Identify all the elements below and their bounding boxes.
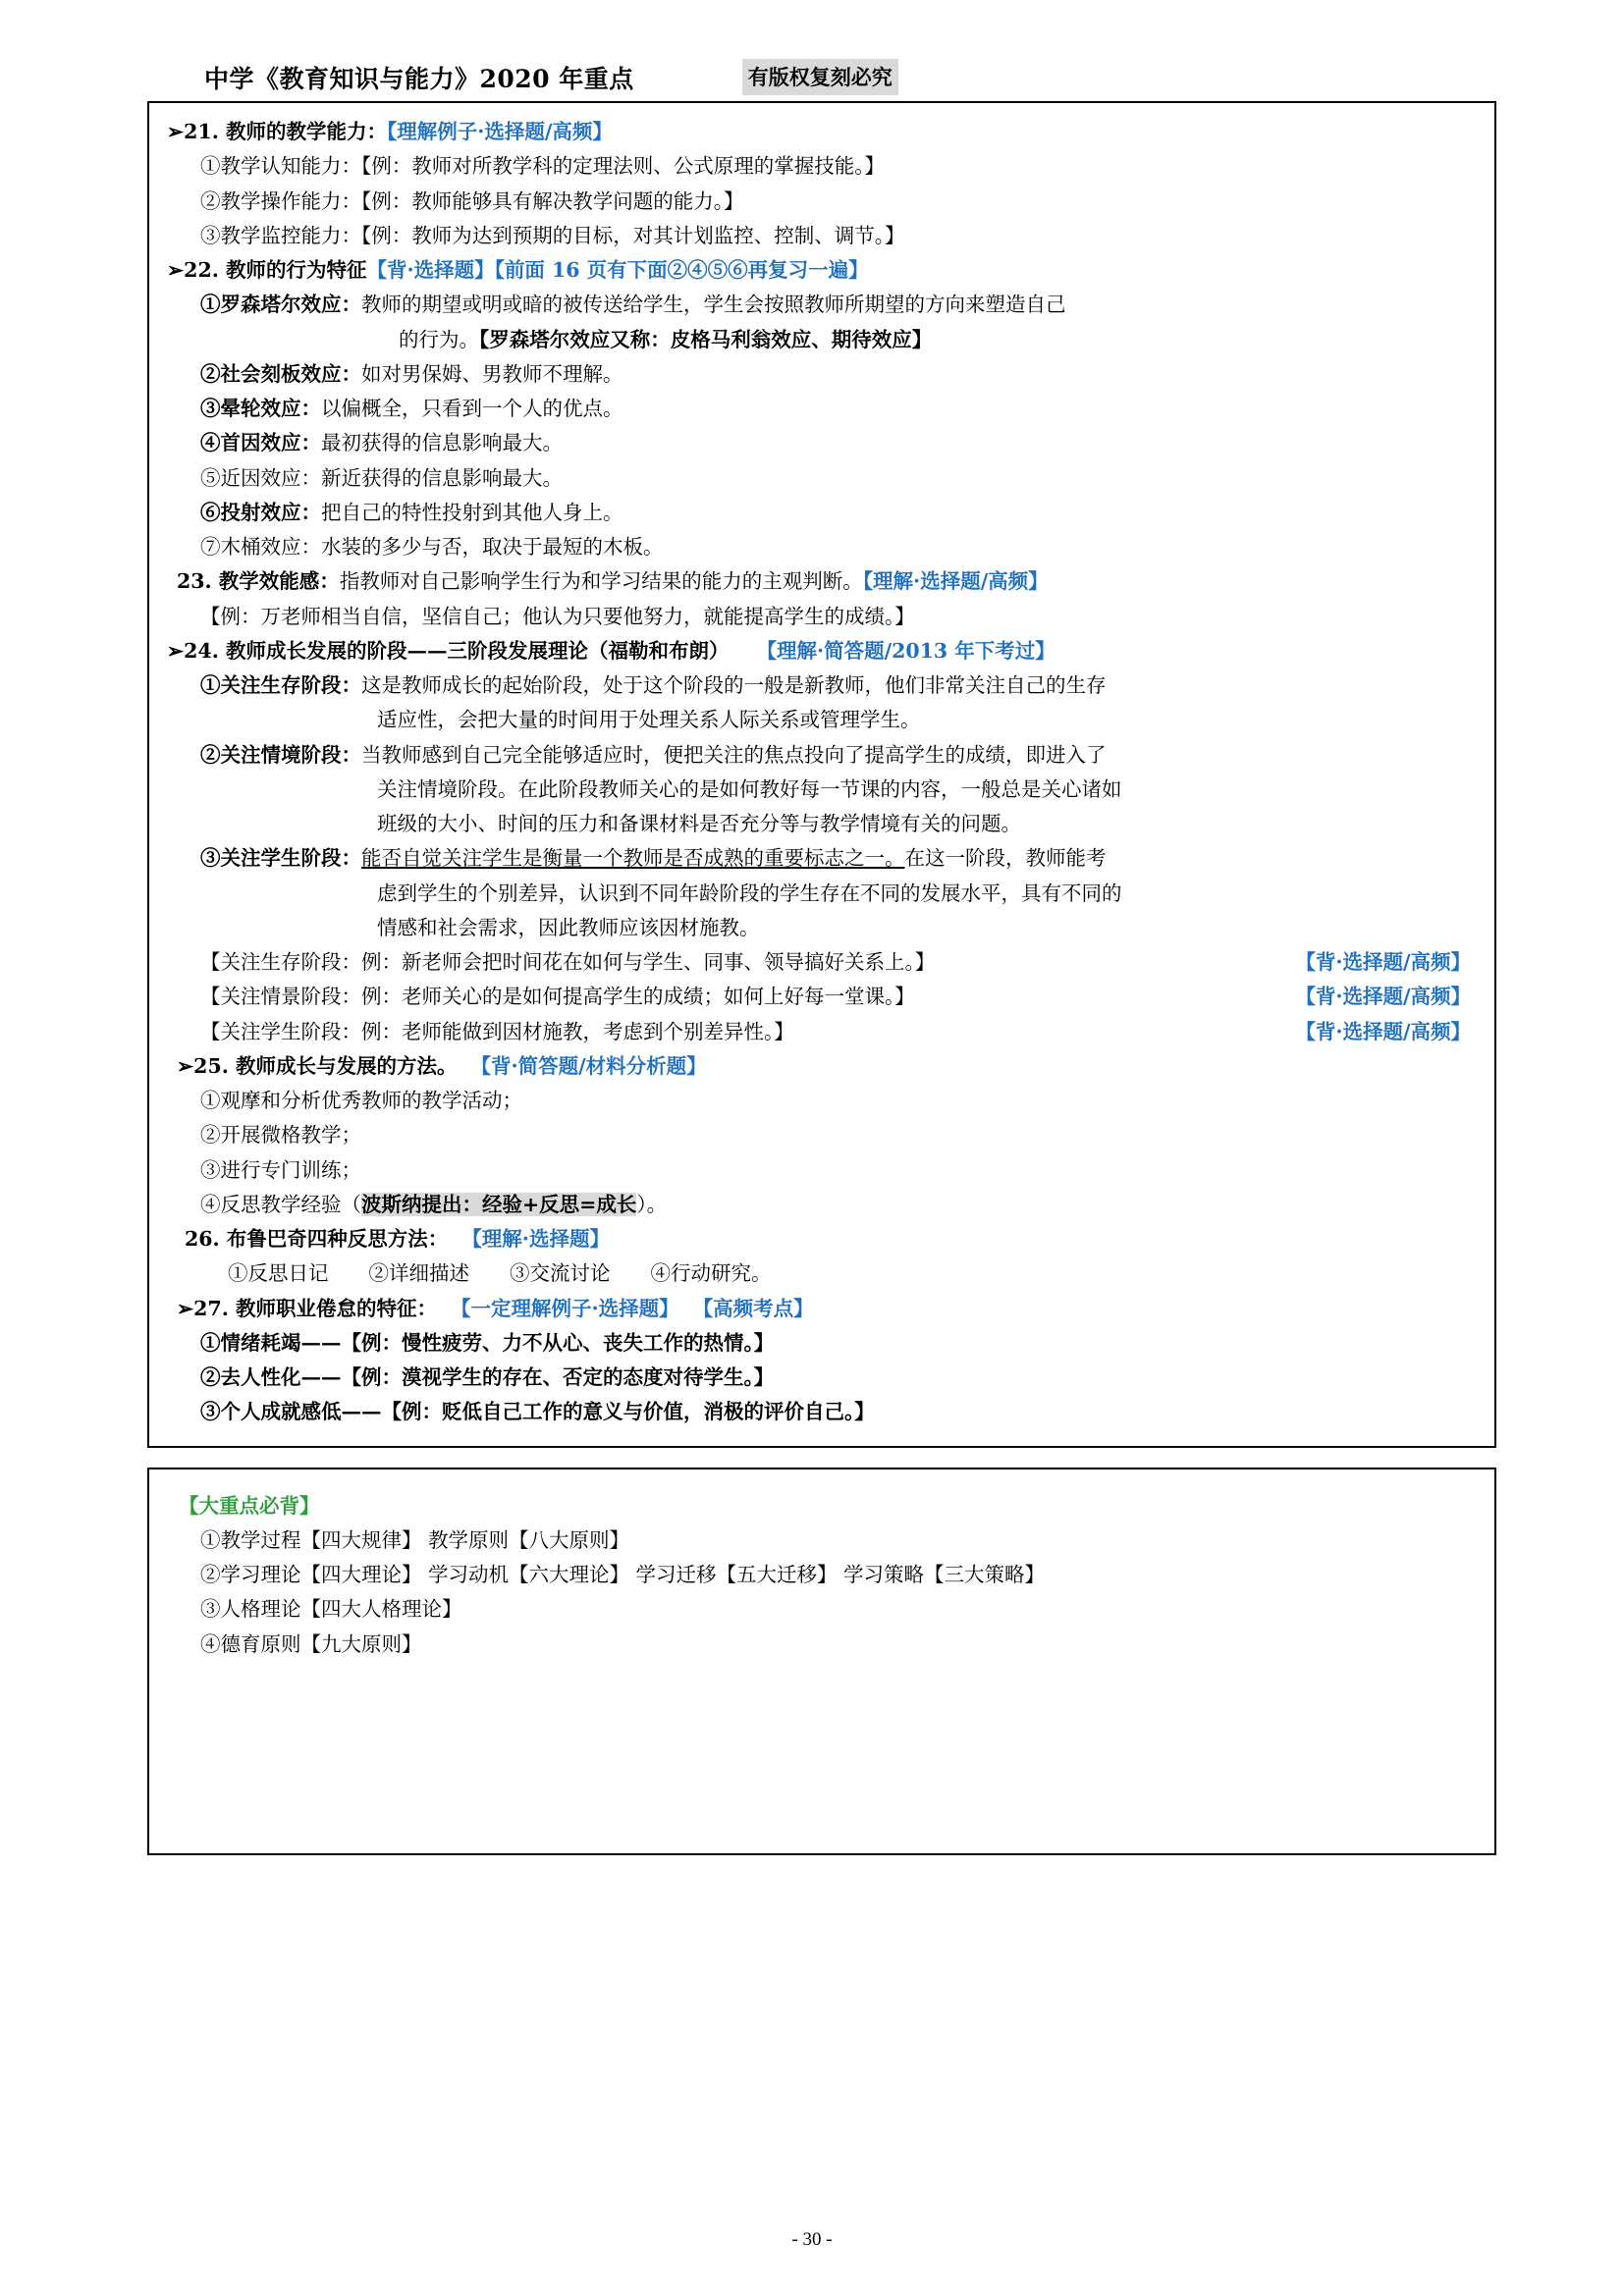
- section-26-tag: 【理解·选择题】: [461, 1227, 610, 1251]
- section-21-heading: [167, 115, 1477, 149]
- section-27-item-2-text: ②去人性化——【例：漠视学生的存在、否定的态度对待学生。】: [200, 1365, 775, 1389]
- section-21-item-2: ②教学操作能力：【例：教师能够具有解决教学问题的能力。】: [200, 188, 744, 213]
- section-22-item-4: [167, 426, 1477, 460]
- section-24-stage-1-line-1: 这是教师成长的起始阶段，处于这个阶段的一般是新教师，他们非常关注自己的生存: [361, 673, 1107, 697]
- section-22-item-3-text: 以偏概全，只看到一个人的优点。: [321, 397, 623, 420]
- section-21-item-3: ③教学监控能力：【例：教师为达到预期的目标，对其计划监控、控制、调节。】: [200, 223, 905, 247]
- section-24-example-3-text: 【关注学生阶段：例：老师能做到因材施教，考虑到个别差异性。】: [200, 1019, 794, 1043]
- section-22-item-1-text: 教师的期望或明或暗的被传送给学生，学生会按照教师所期望的方向来塑造自己: [361, 293, 1066, 317]
- section-21-item-1: ①教学认知能力：【例：教师对所教学科的定理法则、公式原理的掌握技能。】: [200, 154, 885, 179]
- section-22-tag-2: 【前面 16 页有下面②④⑤⑥再复习一遍】: [494, 258, 869, 282]
- section-22-item-7-text: 水装的多少与否，取决于最短的木板。: [321, 535, 664, 559]
- section-24-stage-2: [167, 738, 1477, 773]
- section-22-item-3: [167, 392, 1477, 426]
- section-27-item-1: [167, 1326, 1477, 1361]
- section-27-heading: [167, 1292, 1477, 1326]
- section-24-example-1: [167, 945, 1477, 980]
- section-24-stage-3-underline: 能否自觉关注学生是衡量一个教师是否成熟的重要标志之一。: [361, 846, 905, 871]
- page-header: [147, 59, 1496, 95]
- section-25-item-4: [167, 1188, 1477, 1222]
- section-26-title: 26. 布鲁巴奇四种反思方法：: [185, 1227, 449, 1251]
- section-27-item-1-text: ①情绪耗竭——【例：慢性疲劳、力不从心、丧失工作的热情。】: [200, 1330, 775, 1355]
- section-24-stage-1-label: ①关注生存阶段：: [200, 673, 361, 697]
- section-24-stage-3: [167, 841, 1477, 876]
- section-24-heading: [167, 634, 1477, 668]
- section-22-item-2-label: ②社会刻板效应：: [200, 361, 361, 386]
- copyright-notice: 有版权复刻必究: [742, 59, 898, 95]
- section-25-tag: 【背·简答题/材料分析题】: [470, 1053, 707, 1078]
- section-25-item-4-highlight: 波斯纳提出：经验+反思=成长: [361, 1192, 637, 1216]
- section-24-stage-3-line-3: 情感和社会需求，因此教师应该因材施教。: [377, 915, 760, 939]
- section-25-title: ➢25. 教师成长与发展的方法。: [177, 1053, 458, 1078]
- section-24-example-2: [167, 980, 1477, 1014]
- section-22-item-2-text: 如对男保姆、男教师不理解。: [361, 361, 623, 386]
- section-27-tag-1: 【一定理解例子·选择题】: [450, 1296, 679, 1320]
- section-22-item-7: [167, 530, 1477, 564]
- section-24-stage-2-line-3: 班级的大小、时间的压力和备课材料是否充分等与教学情境有关的问题。: [377, 812, 1021, 835]
- section-22-item-5-text: 新近获得的信息影响最大。: [321, 465, 563, 490]
- section-22-item-1-cont-text: 的行为。: [399, 327, 479, 351]
- section-24-example-3-tag: 【背·选择题/高频】: [1295, 1019, 1471, 1043]
- key-points-item-3: ③人格理论【四大人格理论】: [200, 1597, 462, 1622]
- section-23-text: 指教师对自己影响学生行为和学习结果的能力的主观判断。: [339, 569, 863, 594]
- section-24-example-2-tag: 【背·选择题/高频】: [1295, 985, 1471, 1009]
- section-24-stage-2-line-1: 当教师感到自己完全能够适应时，便把关注的焦点投向了提高学生的成绩，即进入了: [361, 742, 1107, 767]
- section-22-title: ➢22. 教师的行为特征: [167, 258, 367, 282]
- section-22-item-6-label: ⑥投射效应：: [200, 500, 321, 524]
- key-points-item-1: ①教学过程【四大规律】 教学原则【八大原则】: [200, 1527, 630, 1552]
- section-22-item-4-text: 最初获得的信息影响最大。: [321, 431, 563, 455]
- key-points-title: [167, 1489, 1477, 1523]
- header-title: 中学《教育知识与能力》2020 年重点: [204, 65, 634, 93]
- section-22-item-1-cont: [167, 323, 1477, 357]
- section-24-stage-1: [167, 668, 1477, 703]
- section-22-item-4-label: ④首因效应：: [200, 431, 321, 455]
- section-24-title: ➢24. 教师成长发展的阶段——三阶段发展理论（福勒和布朗）: [167, 638, 730, 663]
- page-footer: - 30 -: [791, 2229, 833, 2250]
- section-26-items: ①反思日记 ②详细描述 ③交流讨论 ④行动研究。: [228, 1261, 772, 1286]
- section-23-title: 23. 教学效能感：: [177, 569, 340, 594]
- key-points-title-text: 【大重点必背】: [179, 1493, 320, 1518]
- section-27-item-2: [167, 1361, 1477, 1395]
- section-23-tag: 【理解·选择题/高频】: [862, 569, 1049, 594]
- section-25-item-4-post: ）。: [636, 1192, 668, 1216]
- section-24-stage-3-label: ③关注学生阶段：: [200, 846, 361, 871]
- section-22-tag-1: 【背·选择题】: [366, 258, 495, 282]
- section-27-title: ➢27. 教师职业倦怠的特征：: [177, 1296, 437, 1320]
- section-25-item-1: ①观摩和分析优秀教师的教学活动；: [200, 1089, 522, 1112]
- section-23-heading: [167, 564, 1477, 599]
- section-24-stage-3-line-1: 在这一阶段，教师能考: [904, 846, 1107, 871]
- section-24-example-1-tag: 【背·选择题/高频】: [1295, 950, 1471, 974]
- section-22-item-6: [167, 496, 1477, 530]
- section-22-item-7-label: ⑦木桶效应：: [200, 535, 321, 559]
- section-22-heading: [167, 253, 1477, 288]
- section-24-example-1-text: 【关注生存阶段：例：新老师会把时间花在如何与学生、同事、领导搞好关系上。】: [200, 950, 936, 974]
- section-22-item-1: [167, 288, 1477, 322]
- section-22-item-6-text: 把自己的特性投射到其他人身上。: [321, 500, 623, 524]
- section-24-example-3: [167, 1015, 1477, 1049]
- section-21-tag: 【理解例子·选择题/高频】: [386, 120, 613, 143]
- section-22-item-5: [167, 461, 1477, 496]
- section-22-item-2: [167, 357, 1477, 392]
- section-24-stage-2-label: ②关注情境阶段：: [200, 742, 361, 767]
- section-25-item-4-pre: ④反思教学经验（: [200, 1192, 361, 1216]
- section-27-item-3-text: ③个人成就感低——【例：贬低自己工作的意义与价值，消极的评价自己。】: [200, 1400, 875, 1424]
- section-24-stage-1-line-2: 适应性，会把大量的时间用于处理关系人际关系或管理学生。: [377, 708, 921, 732]
- key-points-item-4: ④德育原则【九大原则】: [200, 1631, 422, 1656]
- section-27-item-3: [167, 1395, 1477, 1429]
- section-22-item-1-alias: 【罗森塔尔效应又称：皮格马利翁效应、期待效应】: [479, 327, 933, 351]
- section-25-item-3: ③进行专门训练；: [200, 1157, 361, 1182]
- section-24-example-2-text: 【关注情景阶段：例：老师关心的是如何提高学生的成绩；如何上好每一堂课。】: [200, 985, 915, 1009]
- key-points-box: [147, 1468, 1496, 1855]
- main-content-box: [147, 101, 1496, 1448]
- section-24-tag: 【理解·简答题/2013 年下考过】: [756, 638, 1056, 663]
- section-25-heading: [167, 1049, 1477, 1084]
- section-26-heading: [167, 1222, 1477, 1256]
- section-22-item-5-label: ⑤近因效应：: [200, 465, 321, 490]
- section-27-tag-2: 【高频考点】: [692, 1296, 814, 1320]
- section-23-example: 【例：万老师相当自信，坚信自己；他认为只要他努力，就能提高学生的成绩。】: [200, 604, 915, 628]
- section-25-item-2: ②开展微格教学；: [200, 1123, 361, 1148]
- section-21-title: ➢21. 教师的教学能力：: [167, 120, 387, 143]
- key-points-item-2: ②学习理论【四大理论】 学习动机【六大理论】 学习迁移【五大迁移】 学习策略【三大策略】: [200, 1563, 1046, 1586]
- section-22-item-1-label: ①罗森塔尔效应：: [200, 293, 361, 317]
- section-24-stage-3-line-2: 虑到学生的个别差异，认识到不同年龄阶段的学生存在不同的发展水平，具有不同的: [377, 881, 1122, 905]
- section-24-stage-2-line-2: 关注情境阶段。在此阶段教师关心的是如何教好每一节课的内容，一般总是关心诸如: [377, 776, 1122, 801]
- section-22-item-3-label: ③晕轮效应：: [200, 397, 321, 420]
